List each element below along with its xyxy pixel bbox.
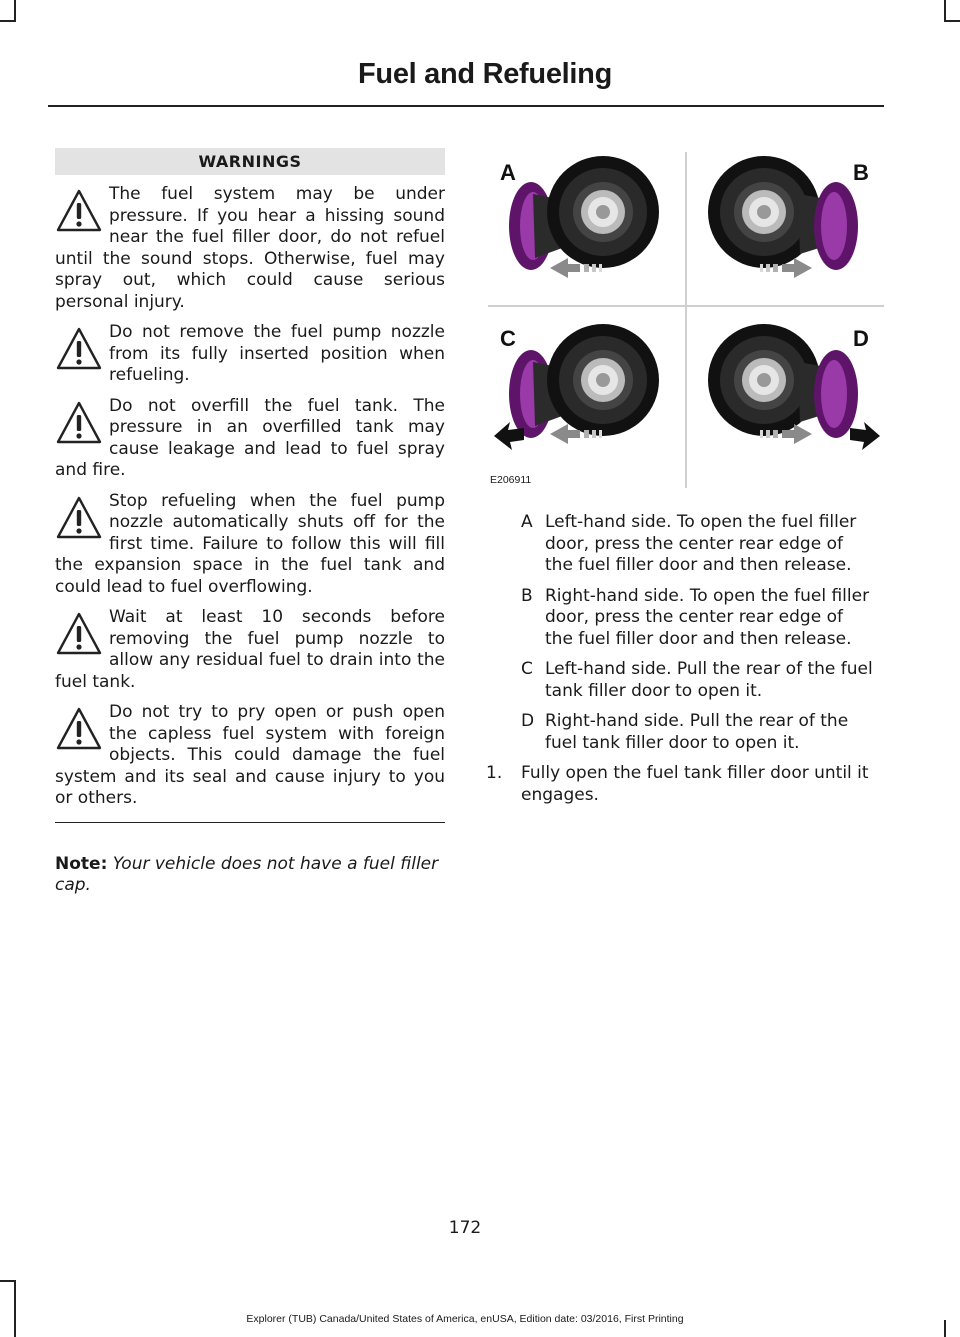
legend-key: B xyxy=(521,585,533,606)
panel-label-d: D xyxy=(853,326,869,351)
pull-arrow-icon xyxy=(850,422,880,450)
warning-item xyxy=(55,702,445,810)
panel-label-b: B xyxy=(853,160,869,185)
legend-item xyxy=(486,711,884,754)
warning-text: The fuel system may be under pressure. If you hear a hissing sound near the fuel filler door, do not refuel until the sound stops. Otherwise, fuel may spray out, which could cause serious personal injury. xyxy=(55,184,445,312)
warnings-section xyxy=(55,148,445,897)
legend-key: D xyxy=(521,711,535,731)
crop-mark xyxy=(0,20,16,22)
figure-divider-vertical xyxy=(685,152,687,488)
warning-item xyxy=(55,184,445,313)
figure-divider-horizontal xyxy=(488,305,884,307)
crop-mark xyxy=(14,0,16,22)
step-text: Fully open the fuel tank filler door until it engages. xyxy=(521,763,869,805)
legend-item xyxy=(486,586,884,651)
warning-item xyxy=(55,322,445,387)
warnings-heading: WARNINGS xyxy=(55,148,445,175)
note-text: Your vehicle does not have a fuel filler cap. xyxy=(55,853,439,895)
warning-item xyxy=(55,396,445,482)
crop-mark xyxy=(0,1280,16,1282)
crop-mark xyxy=(944,20,960,22)
fuel-door-figure xyxy=(488,152,884,488)
panel-c xyxy=(494,324,659,450)
crop-mark xyxy=(944,1320,946,1337)
warning-text: Wait at least 10 seconds before removing the fuel pump nozzle to allow any residual fuel to drain into the fuel tank. xyxy=(55,607,445,692)
panel-label-c: C xyxy=(500,326,516,351)
step-number: 1. xyxy=(486,763,503,783)
legend-description: Right-hand side. Pull the rear of the fuel tank filler door to open it. xyxy=(545,711,849,753)
warning-text: Do not remove the fuel pump nozzle from its fully inserted position when refueling. xyxy=(109,322,445,385)
figure-legend-section xyxy=(486,512,884,806)
panel-a xyxy=(500,156,659,278)
legend-key: A xyxy=(521,512,533,532)
legend-item xyxy=(486,659,884,702)
warnings-divider xyxy=(55,822,445,823)
legend-item xyxy=(486,512,884,577)
panel-d xyxy=(708,324,880,450)
page-title: Fuel and Refueling xyxy=(357,58,612,90)
procedure-step xyxy=(486,763,884,806)
legend-description: Left-hand side. Pull the rear of the fuel tank filler door to open it. xyxy=(545,659,873,701)
warning-triangle-icon xyxy=(55,326,103,372)
note xyxy=(55,854,445,897)
legend-description: Right-hand side. To open the fuel filler door, press the center rear edge of the fuel filler door and then release. xyxy=(545,585,870,649)
warning-triangle-icon xyxy=(55,188,103,234)
page-number: 172 xyxy=(448,1218,482,1238)
warning-text: Do not overfill the fuel tank. The pressure in an overfilled tank may cause leakage and lead to fuel spray and fire. xyxy=(55,395,445,480)
fuel-door-illustration xyxy=(488,152,884,488)
warning-text: Stop refueling when the fuel pump nozzle automatically shuts off for the first time. Failure to follow this will fill the expansion space in the fuel tank and could lead to fuel overflowing. xyxy=(55,490,445,597)
crop-mark xyxy=(14,1280,16,1337)
header-divider xyxy=(48,105,884,107)
warning-item xyxy=(55,607,445,693)
crop-mark xyxy=(944,0,946,22)
legend-key: C xyxy=(521,659,533,679)
warning-triangle-icon xyxy=(55,706,103,752)
legend-description: Left-hand side. To open the fuel filler door, press the center rear edge of the fuel filler door and then release. xyxy=(545,512,857,575)
footer-edition: Explorer (TUB) Canada/United States of America, enUSA, Edition date: 03/2016, First Printing xyxy=(246,1313,684,1325)
note-label: Note: xyxy=(55,853,108,874)
warning-triangle-icon xyxy=(55,400,103,446)
figure-id: E206911 xyxy=(490,474,532,486)
panel-b xyxy=(708,156,869,278)
warning-item xyxy=(55,491,445,599)
warning-text: Do not try to pry open or push open the capless fuel system with foreign objects. This could damage the fuel system and its seal and cause injury to you or others. xyxy=(55,702,445,808)
warning-triangle-icon xyxy=(55,495,103,541)
warning-triangle-icon xyxy=(55,611,103,657)
panel-label-a: A xyxy=(500,160,516,185)
